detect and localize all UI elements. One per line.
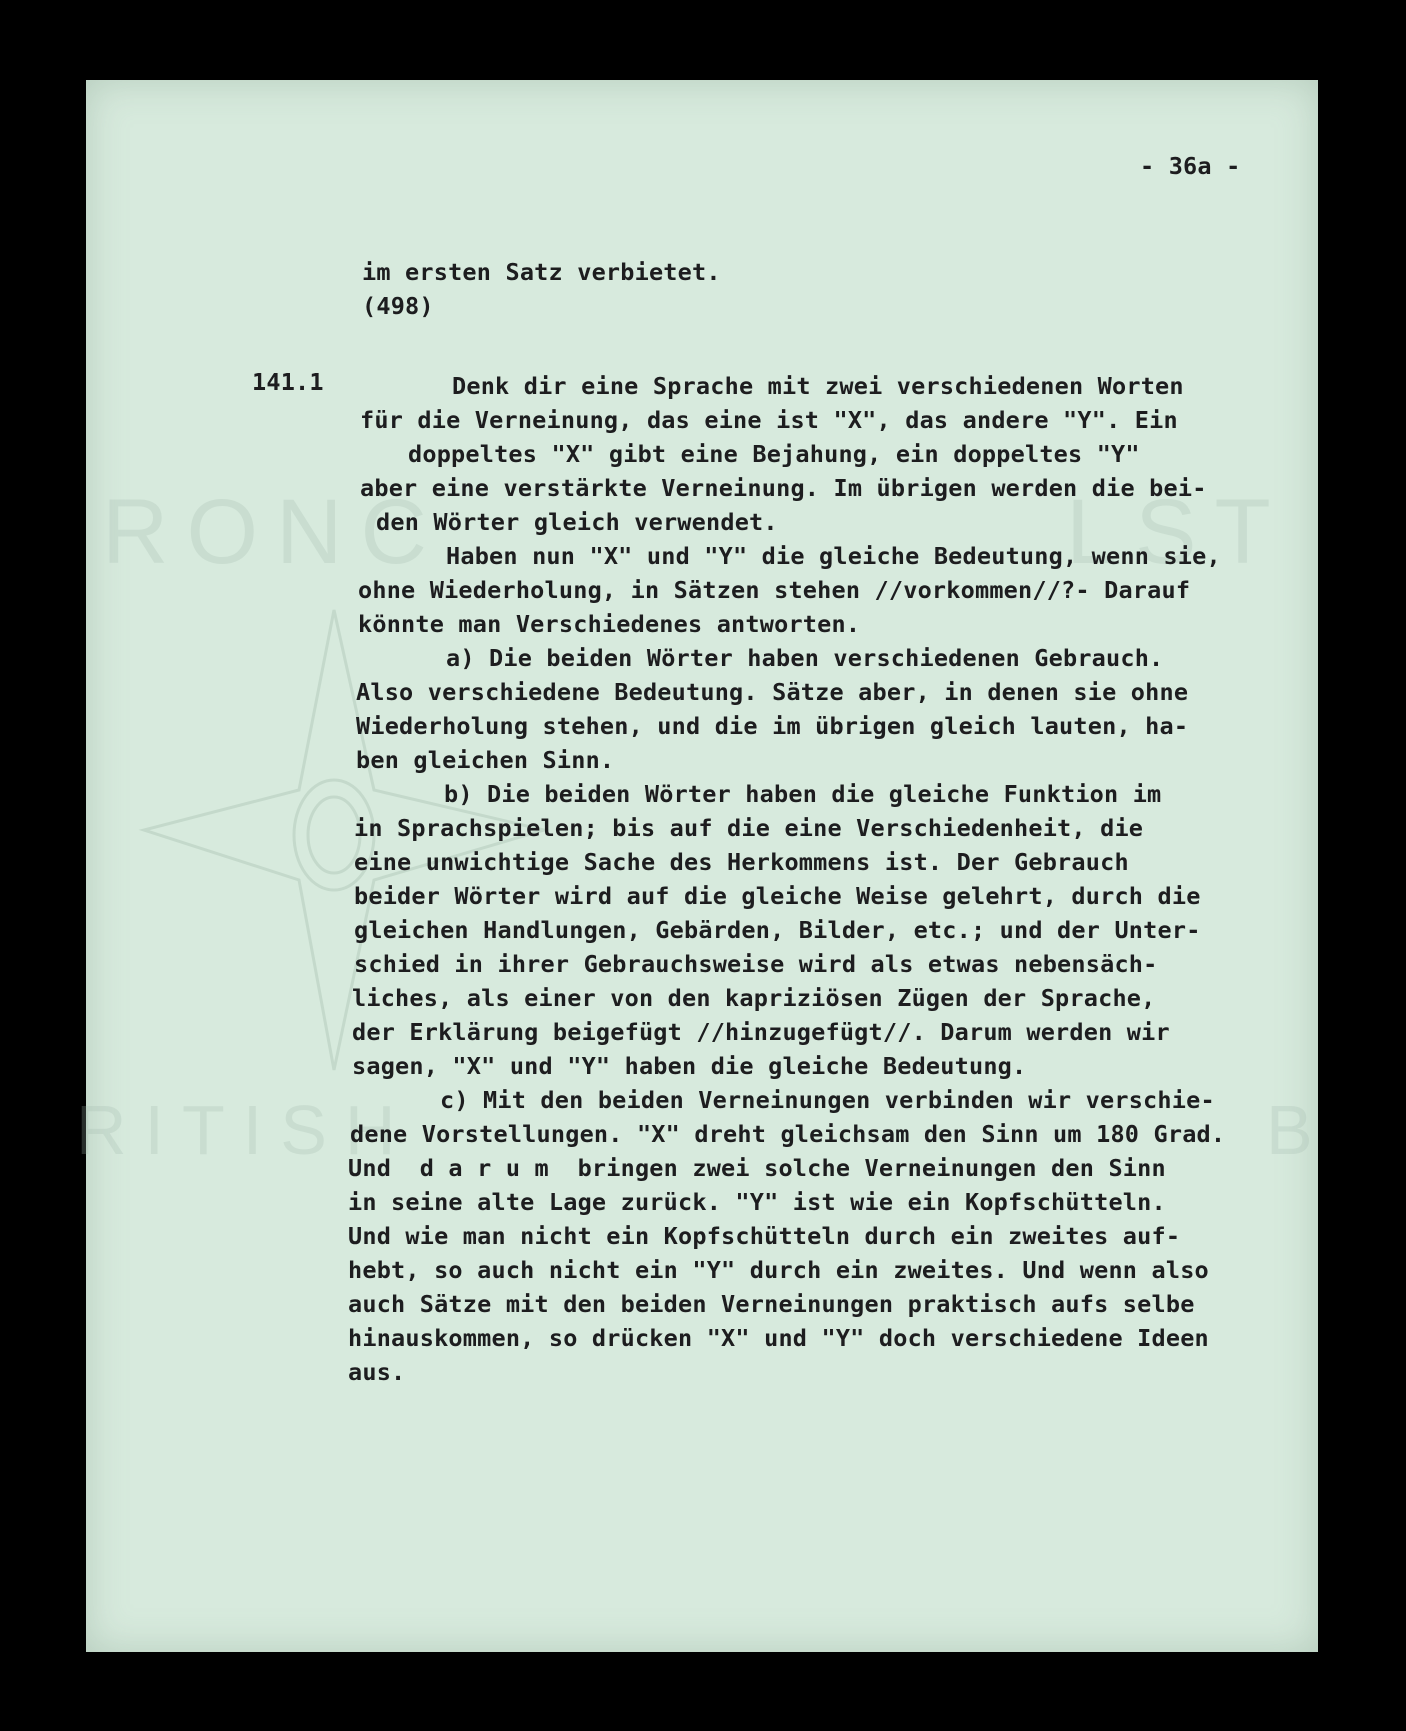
text-line: der Erklärung beigefügt //hinzugefügt//. Darum werden wir — [352, 1018, 1170, 1046]
text-line: ben gleichen Sinn. — [356, 746, 615, 774]
text-line: hebt, so auch nicht ein "Y" durch ein zweites. Und wenn also — [348, 1256, 1209, 1284]
stamp-watermark-2: LST — [1066, 481, 1289, 583]
text-line: liches, als einer von den kapriziösen Zügen der Sprache, — [352, 984, 1156, 1012]
text-line: doppeltes "X" gibt eine Bejahung, ein doppeltes "Y" — [408, 440, 1140, 468]
text-line: in seine alte Lage zurück. "Y" ist wie ein Kopfschütteln. — [348, 1188, 1166, 1216]
text-line: ohne Wiederholung, in Sätzen stehen //vorkommen//?- Darauf — [358, 576, 1191, 604]
typescript-page — [76, 80, 1331, 1652]
stamp-watermark-3: RITISH — [76, 1091, 414, 1169]
text-line: Und wie man nicht ein Kopfschütteln durch ein zweites auf- — [348, 1222, 1181, 1250]
intro-line: im ersten Satz verbietet. — [362, 258, 721, 286]
text-line: hinauskommen, so drücken "X" und "Y" doch verschiedene Ideen — [348, 1324, 1209, 1352]
text-line: beider Wörter wird auf die gleiche Weise gelehrt, durch die — [354, 882, 1201, 910]
text-line: für die Verneinung, das eine ist "X", das andere "Y". Ein — [360, 406, 1178, 434]
stamp-watermark-4: B — [1266, 1091, 1331, 1169]
text-line: aus. — [348, 1358, 406, 1386]
text-line: schied in ihrer Gebrauchsweise wird als etwas nebensäch- — [354, 950, 1158, 978]
text-line: dene Vorstellungen. "X" dreht gleichsam den Sinn um 180 Grad. — [350, 1120, 1226, 1148]
text-line: könnte man Verschiedenes antworten. — [358, 610, 861, 638]
text-line: b) Die beiden Wörter haben die gleiche Funktion im — [444, 780, 1162, 808]
text-line: gleichen Handlungen, Gebärden, Bilder, etc.; und der Unter- — [354, 916, 1201, 944]
section-number: 141.1 — [252, 368, 324, 396]
text-line: in Sprachspielen; bis auf die eine Verschiedenheit, die — [354, 814, 1144, 842]
text-line: Haben nun "X" und "Y" die gleiche Bedeutung, wenn sie, — [446, 542, 1221, 570]
intro-line: (498) — [362, 292, 434, 320]
text-line: den Wörter gleich verwendet. — [376, 508, 778, 536]
stamp-watermark-1: RONC — [102, 481, 445, 583]
text-line: eine unwichtige Sache des Herkommens ist. Der Gebrauch — [354, 848, 1129, 876]
text-line: Denk dir eine Sprache mit zwei verschiedenen Worten — [452, 372, 1184, 400]
text-line: Und d a r u m bringen zwei solche Verneinungen den Sinn — [348, 1154, 1166, 1182]
text-line: aber eine verstärkte Verneinung. Im übrigen werden die bei- — [360, 474, 1207, 502]
text-line: Also verschiedene Bedeutung. Sätze aber, in denen sie ohne — [356, 678, 1189, 706]
text-line: sagen, "X" und "Y" haben die gleiche Bedeutung. — [352, 1052, 1027, 1080]
text-line: a) Die beiden Wörter haben verschiedenen Gebrauch. — [446, 644, 1164, 672]
page-number: - 36a - — [1140, 152, 1241, 180]
text-line: Wiederholung stehen, und die im übrigen gleich lauten, ha- — [356, 712, 1189, 740]
text-line: c) Mit den beiden Verneinungen verbinden wir verschie- — [440, 1086, 1215, 1114]
text-line: auch Sätze mit den beiden Verneinungen praktisch aufs selbe — [348, 1290, 1195, 1318]
